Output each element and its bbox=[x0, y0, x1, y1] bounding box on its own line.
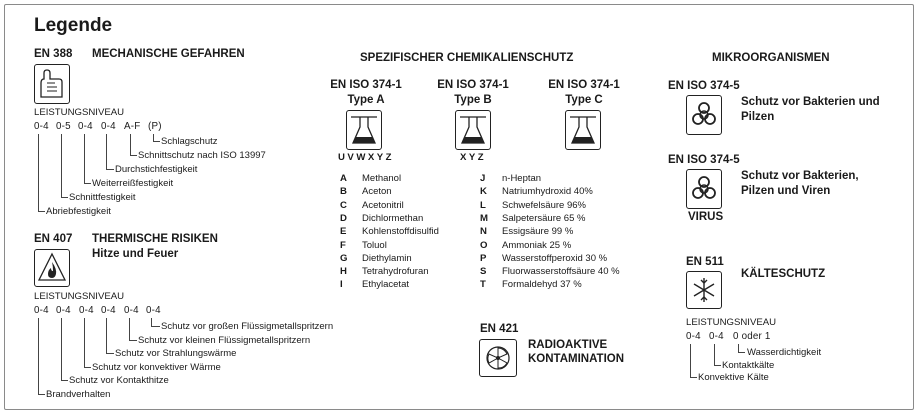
chem-letter: G bbox=[340, 252, 348, 264]
micro-a-text1: Schutz vor Bakterien und bbox=[741, 96, 880, 108]
chem-letter: B bbox=[340, 186, 347, 198]
micro-b-virus-label: VIRUS bbox=[688, 211, 724, 223]
chem-name: Fluorwasserstoffsäure 40 % bbox=[502, 266, 620, 278]
en407-item-3: Schutz vor konvektiver Wärme bbox=[92, 362, 221, 373]
chem-name: Formaldehyd 37 % bbox=[502, 279, 582, 291]
en407-level-2: 0-4 bbox=[79, 305, 94, 316]
chem-letter: T bbox=[480, 279, 486, 291]
chem-type-b-code: EN ISO 374-1 bbox=[437, 79, 509, 91]
en388-item-4: Schnittfestigkeit bbox=[69, 192, 136, 203]
biohazard-icon bbox=[686, 169, 722, 209]
en511-code: EN 511 bbox=[686, 256, 724, 268]
chem-name: Ammoniak 25 % bbox=[502, 239, 572, 251]
chem-letter: J bbox=[480, 173, 486, 184]
chem-name: Natriumhydroxid 40% bbox=[502, 186, 593, 198]
en407-level-5: 0-4 bbox=[146, 305, 161, 316]
chem-name: Acetonitril bbox=[362, 199, 404, 211]
page-title: Legende bbox=[34, 15, 113, 36]
chem-letter: D bbox=[340, 212, 347, 224]
chem-heading: SPEZIFISCHER CHEMIKALIENSCHUTZ bbox=[360, 52, 574, 64]
en388-item-2: Durchstichfestigkeit bbox=[115, 164, 198, 175]
en511-level-1: 0-4 bbox=[709, 331, 724, 342]
chem-name: Toluol bbox=[362, 239, 387, 251]
en388-level-0: 0-4 bbox=[34, 121, 49, 132]
flame-icon bbox=[34, 249, 70, 287]
en388-level-5: (P) bbox=[148, 121, 162, 132]
chem-letter: F bbox=[340, 239, 346, 251]
en388-item-5: Abriebfestigkeit bbox=[46, 206, 111, 217]
en407-level-1: 0-4 bbox=[56, 305, 71, 316]
en407-subheading: Hitze und Feuer bbox=[92, 248, 179, 260]
chem-name: Dichlormethan bbox=[362, 212, 424, 224]
en388-level-label: LEISTUNGSNIVEAU bbox=[34, 107, 125, 118]
en388-level-1: 0-5 bbox=[56, 121, 71, 132]
en388-level-3: 0-4 bbox=[101, 121, 116, 132]
en407-level-4: 0-4 bbox=[124, 305, 139, 316]
en407-code: EN 407 bbox=[34, 233, 73, 245]
en511-level-label: LEISTUNGSNIVEAU bbox=[686, 317, 777, 328]
chem-letter: P bbox=[480, 252, 487, 264]
chem-letter: L bbox=[480, 199, 486, 211]
chem-letter: E bbox=[340, 226, 347, 238]
micro-a-text2: Pilzen bbox=[741, 111, 775, 123]
en388-code: EN 388 bbox=[34, 48, 73, 60]
flask-icon bbox=[346, 110, 382, 150]
chem-name: Tetrahydrofuran bbox=[362, 266, 429, 278]
chem-name: Aceton bbox=[362, 186, 392, 198]
chem-name: Methanol bbox=[362, 173, 402, 184]
en511-level-0: 0-4 bbox=[686, 331, 701, 342]
en407-item-0: Schutz vor großen Flüssigmetallspritzern bbox=[161, 321, 334, 332]
en511-item-2: Konvektive Kälte bbox=[698, 372, 769, 383]
chem-letter: O bbox=[480, 239, 488, 251]
en421-heading: RADIOAKTIVE bbox=[528, 339, 608, 351]
chem-name: Salpetersäure 65 % bbox=[502, 212, 586, 224]
chem-name: Diethylamin bbox=[362, 252, 412, 264]
en388-item-1: Schnittschutz nach ISO 13997 bbox=[138, 150, 266, 161]
chem-letter: A bbox=[340, 173, 347, 184]
en407-heading: THERMISCHE RISIKEN bbox=[92, 233, 218, 245]
chem-type-b-letters: XYZ bbox=[460, 152, 487, 163]
micro-b-text1: Schutz vor Bakterien, bbox=[741, 170, 859, 182]
flask-icon bbox=[565, 110, 601, 150]
en407-item-1: Schutz vor kleinen Flüssigmetallspritzern bbox=[138, 335, 311, 346]
chem-type-c-code: EN ISO 374-1 bbox=[548, 79, 620, 91]
chem-type-b-label: Type B bbox=[454, 94, 492, 106]
chem-letter: H bbox=[340, 266, 347, 278]
en407-item-4: Schutz vor Kontakthitze bbox=[69, 375, 169, 386]
chem-name: Wasserstoffperoxid 30 % bbox=[502, 252, 608, 264]
chem-name: Schwefelsäure 96% bbox=[502, 199, 586, 211]
en407-level-label: LEISTUNGSNIVEAU bbox=[34, 291, 125, 302]
chem-type-c-label: Type C bbox=[565, 94, 603, 106]
chem-letter: N bbox=[480, 226, 487, 238]
en511-item-1: Kontaktkälte bbox=[722, 360, 775, 371]
en407-item-2: Schutz vor Strahlungswärme bbox=[115, 348, 237, 359]
en511-level-2: 0 oder 1 bbox=[733, 331, 771, 342]
en511-item-0: Wasserdichtigkeit bbox=[747, 347, 822, 358]
chem-name: Kohlenstoffdisulfid bbox=[362, 226, 439, 238]
en388-heading: MECHANISCHE GEFAHREN bbox=[92, 48, 245, 60]
micro-b-code: EN ISO 374-5 bbox=[668, 154, 740, 166]
chem-type-a-label: Type A bbox=[347, 94, 385, 106]
chem-type-a-code: EN ISO 374-1 bbox=[330, 79, 402, 91]
chem-name: Essigsäure 99 % bbox=[502, 226, 574, 238]
chem-letter: S bbox=[480, 266, 487, 278]
chem-letter: C bbox=[340, 199, 347, 211]
en388-item-3: Weiterreißfestigkeit bbox=[92, 178, 174, 189]
radiation-icon bbox=[479, 339, 517, 377]
en388-item-0: Schlagschutz bbox=[161, 136, 218, 147]
chem-letter: K bbox=[480, 186, 487, 198]
chem-letter: M bbox=[480, 212, 488, 224]
chem-letter: I bbox=[340, 279, 343, 291]
chem-name: Ethylacetat bbox=[362, 279, 409, 291]
en421-code: EN 421 bbox=[480, 323, 519, 335]
micro-a-code: EN ISO 374-5 bbox=[668, 80, 740, 92]
en388-level-2: 0-4 bbox=[78, 121, 93, 132]
glove-hammer-icon bbox=[34, 64, 70, 104]
en511-heading: KÄLTESCHUTZ bbox=[741, 268, 826, 280]
micro-b-text2: Pilzen und Viren bbox=[741, 185, 831, 197]
en407-level-3: 0-4 bbox=[101, 305, 116, 316]
en407-item-5: Brandverhalten bbox=[46, 389, 111, 400]
en388-level-4: A-F bbox=[124, 121, 141, 132]
en407-level-0: 0-4 bbox=[34, 305, 49, 316]
micro-heading: MIKROORGANISMEN bbox=[712, 52, 830, 64]
snowflake-icon bbox=[686, 271, 722, 309]
chem-type-a-letters: UVWXYZ bbox=[338, 152, 395, 163]
chem-name: n-Heptan bbox=[502, 173, 542, 184]
flask-icon bbox=[455, 110, 491, 150]
biohazard-icon bbox=[686, 95, 722, 135]
en421-subheading: KONTAMINATION bbox=[528, 353, 625, 365]
